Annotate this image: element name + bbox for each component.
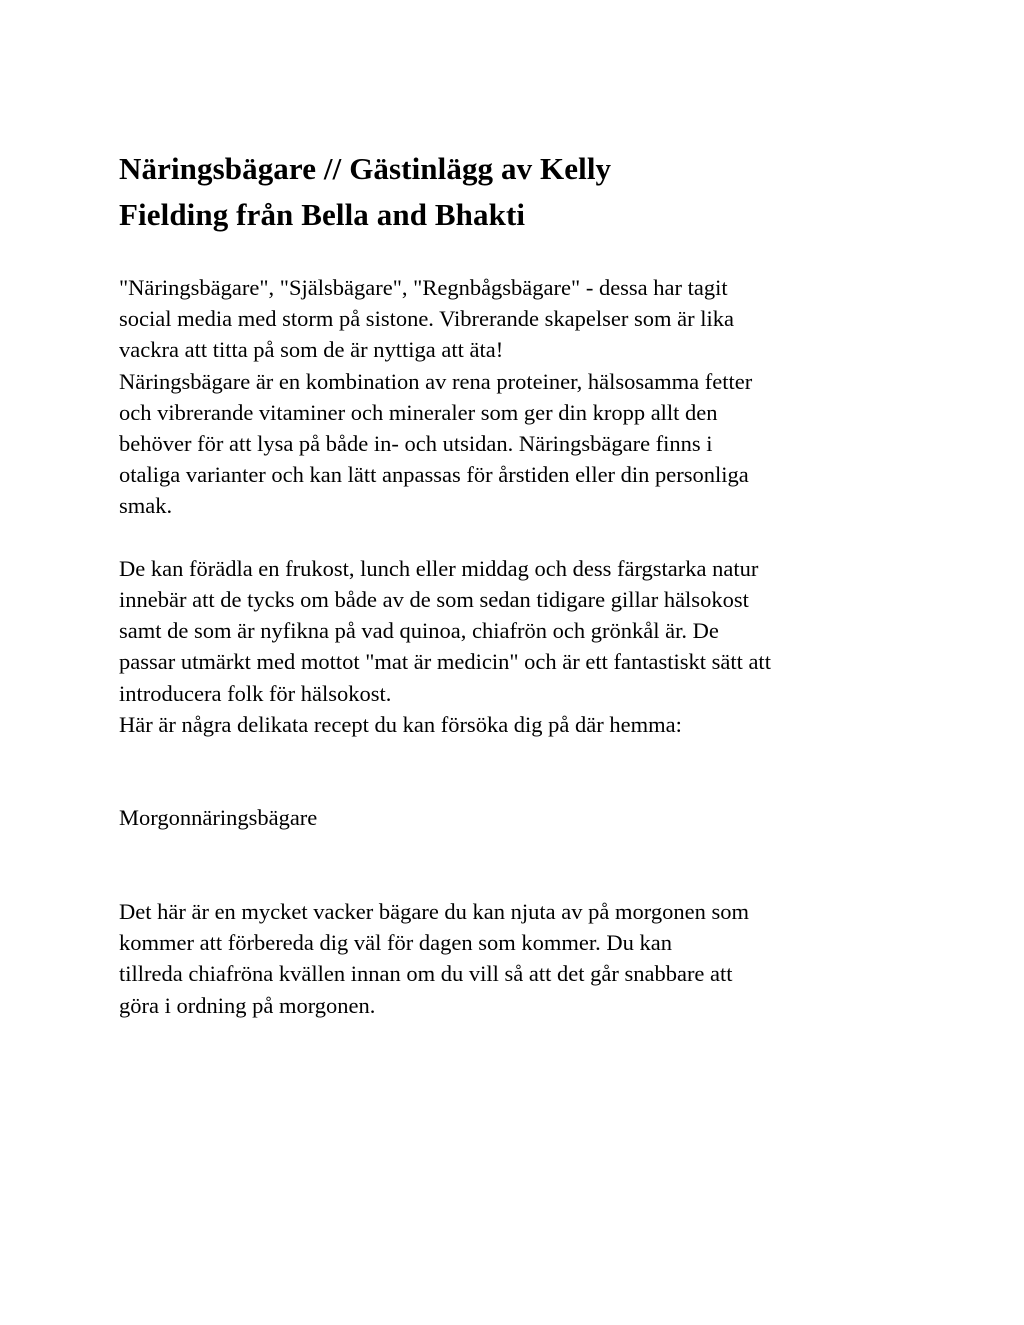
page-title-line-2: Fielding från Bella and Bhakti (119, 197, 526, 232)
usage-paragraph (119, 553, 887, 740)
usage-paragraph-line-1: De kan förädla en frukost, lunch eller middag och dess färgstarka natur (119, 555, 759, 581)
recipe-description-line-3: tillreda chiafröna kvällen innan om du vill så att det går snabbare att (119, 961, 733, 987)
page-title (119, 146, 779, 238)
document-content (119, 146, 887, 1021)
recipe-description (119, 896, 887, 1021)
intro-paragraph-line-3: vackra att titta på som de är nyttiga att äta! (119, 337, 504, 363)
usage-paragraph-line-6: Här är några delikata recept du kan försöka dig på där hemma: (119, 711, 682, 737)
paragraph-spacer-3 (119, 771, 887, 802)
page-title-line-1: Näringsbägare // Gästinlägg av Kelly (119, 151, 612, 186)
intro-paragraph-line-2: social media med storm på sistone. Vibrerande skapelser som är lika (119, 306, 734, 332)
recipe-heading-line-1: Morgonnäringsbägare (119, 805, 318, 831)
recipe-description-line-1: Det här är en mycket vacker bägare du kan njuta av på morgonen som (119, 898, 749, 924)
paragraph-spacer-4 (119, 834, 887, 865)
usage-paragraph-line-2: innebär att de tycks om både av de som sedan tidigare gillar hälsokost (119, 587, 749, 613)
recipe-description-line-2: kommer att förbereda dig väl för dagen som kommer. Du kan (119, 930, 672, 956)
intro-paragraph (119, 272, 887, 522)
paragraph-spacer-2 (119, 740, 887, 771)
intro-paragraph-line-5: och vibrerande vitaminer och mineraler som ger din kropp allt den (119, 399, 718, 425)
intro-paragraph-line-7: otaliga varianter och kan lätt anpassas för årstiden eller din personliga (119, 462, 749, 488)
title-body-spacer (119, 238, 887, 272)
intro-paragraph-line-4: Näringsbägare är en kombination av rena proteiner, hälsosamma fetter (119, 368, 753, 394)
intro-paragraph-line-6: behöver för att lysa på både in- och utsidan. Näringsbägare finns i (119, 431, 713, 457)
intro-paragraph-line-8: smak. (119, 493, 173, 519)
paragraph-spacer-5 (119, 865, 887, 896)
recipe-description-line-4: göra i ordning på morgonen. (119, 992, 376, 1018)
recipe-heading (119, 802, 887, 833)
usage-paragraph-line-3: samt de som är nyfikna på vad quinoa, chiafrön och grönkål är. De (119, 618, 719, 644)
intro-paragraph-line-1: "Näringsbägare", "Själsbägare", "Regnbågsbägare" - dessa har tagit (119, 275, 728, 300)
paragraph-spacer-1 (119, 522, 887, 553)
usage-paragraph-line-5: introducera folk för hälsokost. (119, 680, 392, 706)
usage-paragraph-line-4: passar utmärkt med mottot "mat är medicin" och är ett fantastiskt sätt att (119, 649, 771, 675)
